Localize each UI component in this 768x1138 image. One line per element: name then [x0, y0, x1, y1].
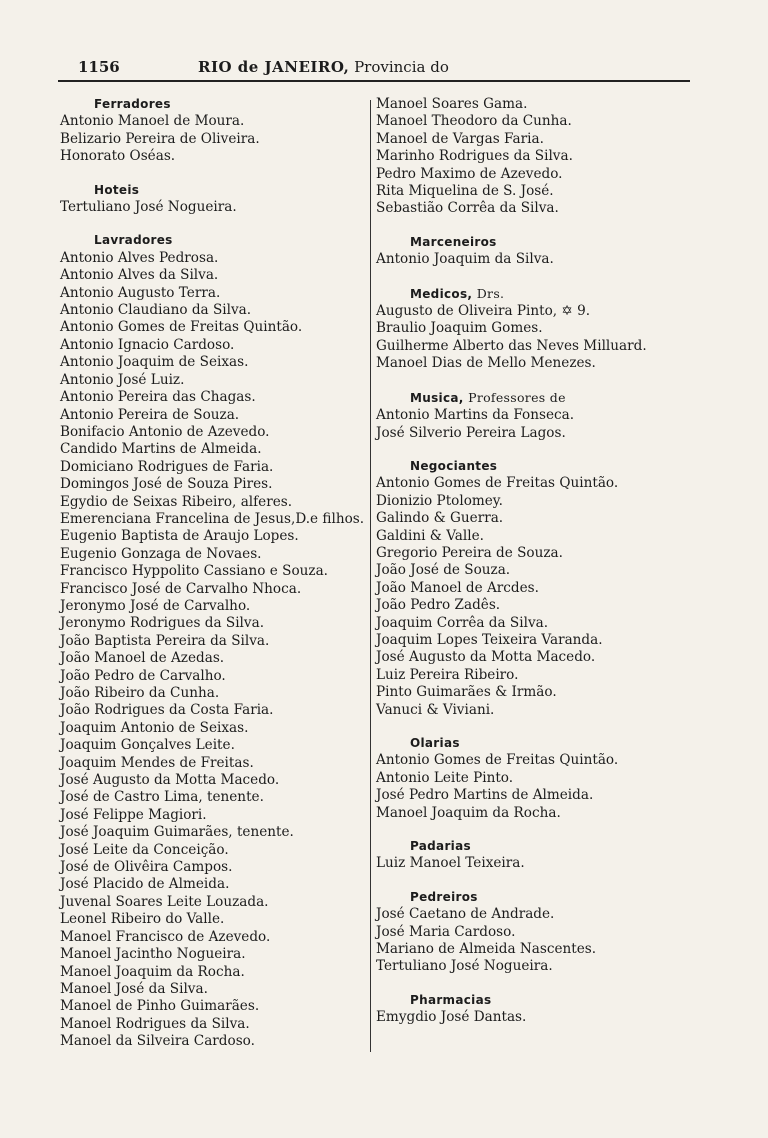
directory-entry: Antonio Alves da Silva. [60, 267, 219, 284]
section-title: Musica, [410, 390, 464, 405]
section-heading [376, 889, 668, 906]
directory-entry: Manoel Joaquim da Rocha. [376, 804, 561, 821]
directory-section [60, 182, 365, 217]
section-title: Pharmacias [410, 992, 492, 1007]
directory-entry: Manoel Jacintho Nogueira. [60, 946, 246, 963]
directory-entry: Antonio Gomes de Freitas Quintão. [376, 752, 619, 769]
section-title: Lavradores [94, 233, 173, 248]
directory-entry: Antonio Gomes de Freitas Quintão. [376, 475, 619, 492]
directory-entry: Manoel José da Silva. [60, 980, 208, 997]
directory-entry: Eugenio Baptista de Araujo Lopes. [60, 528, 299, 545]
directory-entry: Guilherme Alberto das Neves Milluard. [376, 337, 647, 354]
province-label: Provincia do [354, 58, 449, 76]
directory-entry: Marinho Rodrigues da Silva. [376, 148, 573, 165]
directory-section [376, 838, 668, 873]
right-column [376, 96, 668, 1043]
directory-entry: Francisco José de Carvalho Nhoca. [60, 580, 302, 597]
directory-entry: Tertuliano José Nogueira. [60, 199, 237, 216]
section-title: Medicos, [410, 286, 473, 301]
directory-entry: Candido Martins de Almeida. [60, 441, 262, 458]
directory-entry: Antonio Claudiano da Silva. [60, 302, 252, 319]
directory-entry: José Felippe Magiori. [60, 806, 207, 823]
directory-entry: Antonio Martins da Fonseca. [376, 407, 575, 424]
page-header [78, 58, 690, 80]
directory-entry: Joaquim Mendes de Freitas. [60, 754, 254, 771]
section-heading [60, 182, 365, 199]
directory-entry: Manoel Dias de Mello Menezes. [376, 355, 596, 372]
directory-entry: José Silverio Pereira Lagos. [376, 424, 566, 441]
directory-entry: José de Castro Lima, tenente. [60, 789, 264, 806]
directory-entry: Mariano de Almeida Nascentes. [376, 941, 597, 958]
directory-entry: João Ribeiro da Cunha. [60, 685, 220, 701]
section-heading [376, 234, 668, 251]
directory-entry: José Augusto da Motta Macedo. [60, 772, 280, 789]
directory-entry: Antonio José Luiz. [60, 371, 185, 388]
section-title: Negociantes [410, 458, 498, 473]
directory-entry: Manoel da Silveira Cardoso. [60, 1033, 255, 1050]
directory-entry: Dionizio Ptolomey. [376, 492, 504, 509]
directory-entry: José Placido de Almeida. [60, 876, 230, 893]
directory-entry: José Augusto da Motta Macedo. [376, 649, 596, 666]
directory-entry: Antonio Joaquim de Seixas. [60, 354, 249, 371]
section-title: Olarias [410, 736, 460, 750]
section-subtitle: Professores de [468, 389, 566, 405]
directory-entry: José Pedro Martins de Almeida. [376, 787, 594, 804]
city-name: RIO de JANEIRO, [198, 58, 350, 76]
directory-entry: Antonio Ignacio Cardoso. [60, 336, 235, 353]
directory-entry: Joaquim Lopes Teixeira Varanda. [376, 631, 603, 648]
section-heading [376, 992, 668, 1009]
directory-entry: José Maria Cardoso. [376, 923, 516, 940]
directory-entry: Luiz Manoel Teixeira. [376, 855, 525, 872]
directory-section [376, 992, 668, 1027]
directory-entry: Antonio Joaquim da Silva. [376, 251, 554, 268]
section-title: Ferradores [94, 97, 171, 111]
directory-entry: Rita Miquelina de S. José. [376, 183, 554, 200]
column-divider [370, 100, 371, 1052]
page-number: 1156 [78, 58, 120, 76]
directory-entry: Tertuliano José Nogueira. [376, 958, 553, 975]
directory-entry: Juvenal Soares Leite Louzada. [60, 893, 269, 910]
directory-entry: José Caetano de Andrade. [376, 906, 555, 923]
directory-entry: Antonio Gomes de Freitas Quintão. [60, 319, 303, 336]
directory-section [376, 889, 668, 976]
directory-entry: Antonio Augusto Terra. [60, 284, 221, 301]
directory-entry: Antonio Pereira de Souza. [60, 406, 240, 423]
directory-section [60, 232, 365, 1050]
directory-entry: Bonifacio Antonio de Azevedo. [60, 423, 270, 440]
directory-entry: Antonio Manoel de Moura. [60, 113, 245, 130]
directory-entry: João Manoel de Azedas. [60, 650, 225, 667]
directory-entry: Galindo & Guerra. [376, 510, 504, 527]
directory-entry: Manoel de Pinho Guimarães. [60, 998, 260, 1015]
directory-section [376, 234, 668, 269]
directory-entry: Manoel Rodrigues da Silva. [60, 1015, 250, 1032]
directory-entry: João Baptista Pereira da Silva. [60, 632, 270, 649]
directory-section [376, 735, 668, 822]
header-rule [58, 80, 690, 82]
directory-entry: Honorato Oséas. [60, 148, 176, 165]
section-heading [376, 735, 668, 752]
section-heading [376, 389, 668, 407]
directory-entry: Joaquim Gonçalves Leite. [60, 737, 235, 754]
section-heading [376, 285, 668, 303]
section-subtitle: Drs. [476, 285, 505, 301]
directory-entry: Vanuci & Viviani. [376, 701, 495, 718]
directory-entry: José Leite da Conceição. [60, 841, 229, 858]
directory-entry: Gregorio Pereira de Souza. [376, 544, 563, 561]
directory-entry: Domingos José de Souza Pires. [60, 476, 273, 493]
directory-entry: Manoel Soares Gama. [376, 96, 528, 112]
directory-section [376, 389, 668, 442]
directory-entry: Braulio Joaquim Gomes. [376, 320, 543, 337]
section-heading [376, 458, 668, 475]
directory-entry: Emerenciana Francelina de Jesus,D.e filhos. [60, 510, 365, 527]
directory-entry: José Joaquim Guimarães, tenente. [60, 824, 294, 841]
directory-entry: João Rodrigues da Costa Faria. [60, 702, 274, 719]
directory-entry: Manoel de Vargas Faria. [376, 130, 544, 147]
directory-entry: João Manoel de Arcdes. [376, 579, 539, 596]
section-heading [376, 838, 668, 855]
directory-entry: Manoel Francisco de Azevedo. [60, 928, 271, 945]
directory-entry: Belizario Pereira de Oliveira. [60, 130, 260, 147]
running-title [198, 58, 449, 76]
directory-entry: Leonel Ribeiro do Valle. [60, 911, 225, 928]
directory-entry: Eugenio Gonzaga de Novaes. [60, 545, 262, 562]
section-title: Padarias [410, 839, 471, 854]
directory-entry: Antonio Alves Pedrosa. [60, 249, 219, 266]
section-title: Pedreiros [410, 889, 478, 904]
section-heading [60, 96, 365, 113]
directory-section [376, 96, 668, 218]
directory-entry: Egydio de Seixas Ribeiro, alferes. [60, 493, 293, 510]
directory-entry: Manoel Theodoro da Cunha. [376, 113, 572, 130]
directory-entry: Francisco Hyppolito Cassiano e Souza. [60, 563, 329, 580]
directory-entry: Jeronymo Rodrigues da Silva. [60, 615, 265, 632]
section-heading [60, 232, 365, 249]
directory-entry: João Pedro de Carvalho. [60, 667, 226, 684]
left-column [60, 96, 365, 1067]
directory-entry: José de Olivêira Campos. [60, 859, 233, 876]
directory-entry: Sebastião Corrêa da Silva. [376, 200, 559, 217]
directory-entry: Augusto de Oliveira Pinto, ✡ 9. [376, 303, 591, 320]
directory-entry: Joaquim Corrêa da Silva. [376, 614, 549, 631]
directory-entry: Manoel Joaquim da Rocha. [60, 963, 245, 980]
directory-entry: Emygdio José Dantas. [376, 1009, 527, 1026]
directory-entry: Joaquim Antonio de Seixas. [60, 719, 249, 736]
directory-entry: Antonio Leite Pinto. [376, 769, 514, 786]
directory-entry: Galdini & Valle. [376, 527, 484, 544]
section-title: Marceneiros [410, 234, 497, 249]
section-title: Hoteis [94, 182, 140, 197]
directory-section [376, 285, 668, 373]
directory-entry: Antonio Pereira das Chagas. [60, 389, 256, 406]
directory-entry: Luiz Pereira Ribeiro. [376, 666, 519, 683]
directory-entry: João José de Souza. [376, 562, 511, 579]
directory-entry: Pedro Maximo de Azevedo. [376, 165, 563, 182]
directory-section [60, 96, 365, 166]
directory-entry: Jeronymo José de Carvalho. [60, 597, 251, 614]
directory-entry: Domiciano Rodrigues de Faria. [60, 458, 274, 475]
directory-entry: João Pedro Zadês. [376, 597, 501, 614]
directory-section [376, 458, 668, 719]
directory-entry: Pinto Guimarães & Irmão. [376, 684, 557, 701]
